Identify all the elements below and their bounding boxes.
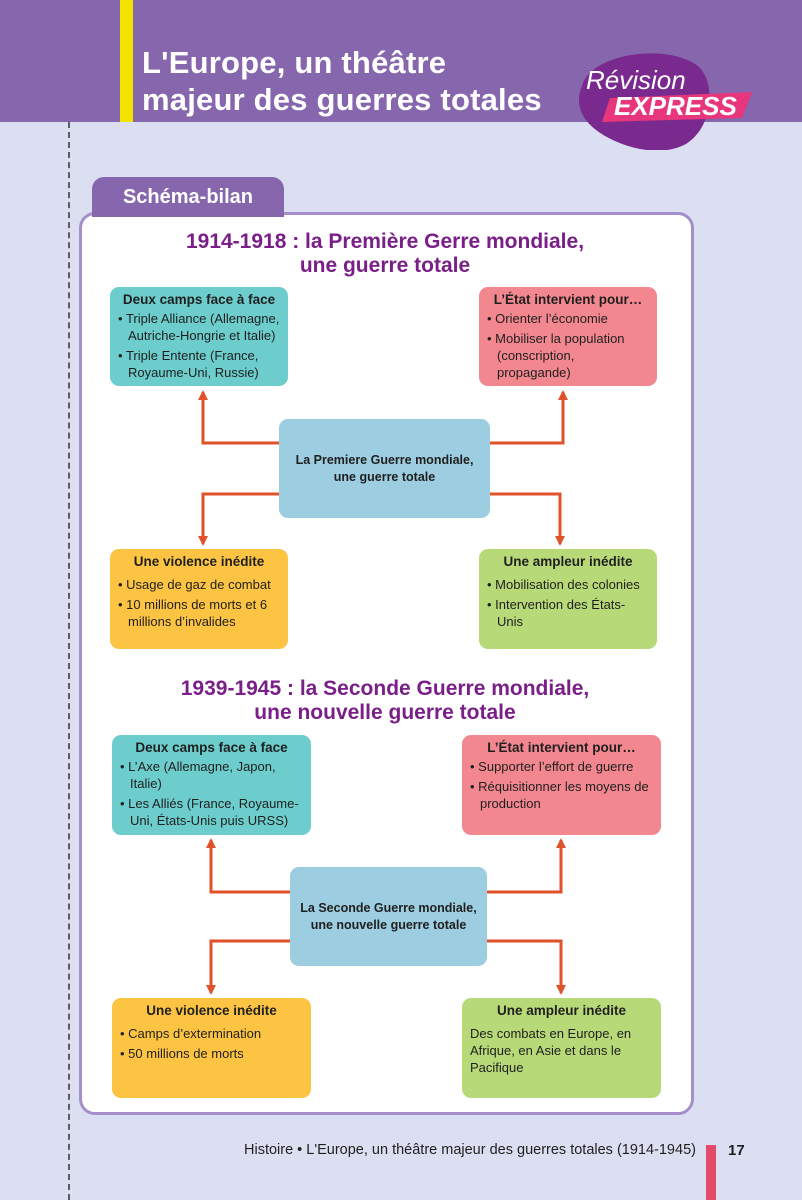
s1-ampleur-item: • Intervention des États-Unis xyxy=(487,596,649,630)
s2-etat-heading: L’État intervient pour… xyxy=(487,740,636,755)
s2-center-box xyxy=(290,867,487,966)
s2-ampleur-text: Des combats en Europe, en Afrique, en Asie et dans le Pacifique xyxy=(470,1026,632,1075)
s1-violence-box xyxy=(110,549,288,649)
s1-camps-item: • Triple Alliance (Allemagne, Autriche-Hongrie et Italie) xyxy=(118,310,280,344)
badge-revision-label: Révision xyxy=(586,65,686,95)
s2-violence-item: • Camps d’extermination xyxy=(120,1025,303,1042)
page-number: 17 xyxy=(728,1142,745,1159)
s2-ampleur-heading: Une ampleur inédite xyxy=(496,1003,627,1018)
revision-express-badge xyxy=(574,48,764,150)
section2-title-line-2: une nouvelle guerre totale xyxy=(254,701,516,724)
title-line-2: majeur des guerres totales xyxy=(142,82,542,117)
s2-etat-item: • Réquisitionner les moyens de production xyxy=(470,778,653,812)
s2-etat-item: • Supporter l’effort de guerre xyxy=(470,758,653,775)
s1-ampleur-heading: Une ampleur inédite xyxy=(503,554,633,569)
section1-title-line-2: une guerre totale xyxy=(299,254,471,277)
dotted-margin-line xyxy=(68,122,70,1200)
schema-bilan-tab: Schéma-bilan xyxy=(92,177,284,217)
badge-express-label: EXPRESS xyxy=(614,91,737,121)
s1-etat-box xyxy=(479,287,657,386)
s1-etat-item: • Mobiliser la population (conscription, propagande) xyxy=(487,330,649,381)
footer-running-title: Histoire • L'Europe, un théâtre majeur des guerres totales (1914-1945) xyxy=(244,1142,696,1158)
s2-camps-heading: Deux camps face à face xyxy=(135,740,288,755)
s1-violence-item: • Usage de gaz de combat xyxy=(118,576,280,593)
footer-accent-bar xyxy=(706,1145,716,1200)
s1-etat-item: • Orienter l’économie xyxy=(487,310,649,327)
section1-title xyxy=(90,230,680,278)
s1-center-line-2: une guerre totale xyxy=(333,469,436,484)
s1-violence-item: • 10 millions de morts et 6 millions d’invalides xyxy=(118,596,280,630)
s2-camps-item: • Les Alliés (France, Royaume-Uni, États-Unis puis URSS) xyxy=(120,795,303,829)
s1-center-line-1: La Premiere Guerre mondiale, xyxy=(295,452,474,467)
yellow-accent-bar xyxy=(120,0,133,122)
s2-center-line-2: une nouvelle guerre totale xyxy=(310,917,467,932)
section2-title xyxy=(90,677,680,725)
s2-violence-item: • 50 millions de morts xyxy=(120,1045,303,1062)
section1-title-line-1: 1914-1918 : la Première Gerre mondiale, xyxy=(185,230,585,253)
s2-violence-heading: Une violence inédite xyxy=(146,1003,277,1018)
s2-camps-box xyxy=(112,735,311,835)
s1-center-box xyxy=(279,419,490,518)
s1-ampleur-item: • Mobilisation des colonies xyxy=(487,576,649,593)
s2-camps-item: • L’Axe (Allemagne, Japon, Italie) xyxy=(120,758,303,792)
s2-violence-box xyxy=(112,998,311,1098)
s1-violence-heading: Une violence inédite xyxy=(133,554,265,569)
s1-camps-item: • Triple Entente (France, Royaume-Uni, Russie) xyxy=(118,347,280,381)
s1-camps-box xyxy=(110,287,288,386)
s1-camps-heading: Deux camps face à face xyxy=(122,292,276,307)
title-line-1: L'Europe, un théâtre xyxy=(142,45,447,80)
page-title xyxy=(142,44,542,118)
section2-title-line-1: 1939-1945 : la Seconde Guerre mondiale, xyxy=(180,677,590,700)
s2-ampleur-box xyxy=(462,998,661,1098)
s1-etat-heading: L’État intervient pour… xyxy=(493,292,643,307)
s1-ampleur-box xyxy=(479,549,657,649)
s2-center-line-1: La Seconde Guerre mondiale, xyxy=(300,900,477,915)
s2-etat-box xyxy=(462,735,661,835)
